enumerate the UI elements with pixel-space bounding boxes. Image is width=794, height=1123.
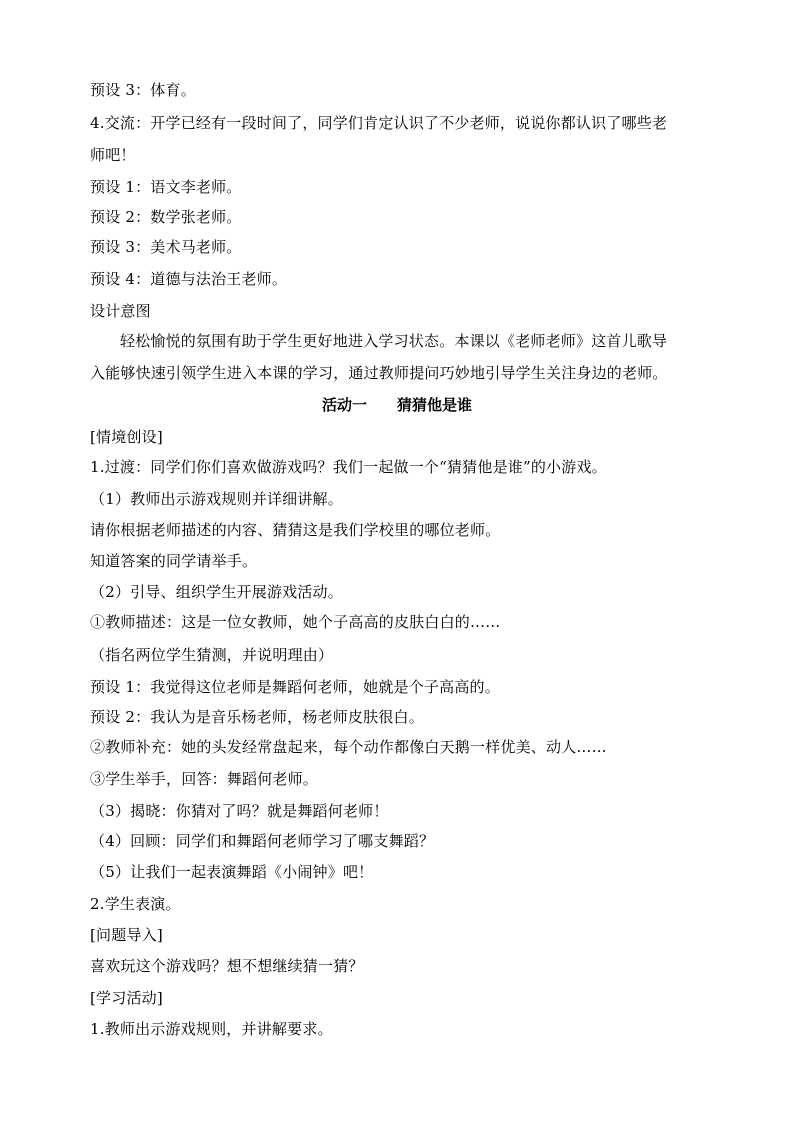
text-line: 1.过渡：同学们你们喜欢做游戏吗？我们一起做一个“猜猜他是谁”的小游戏。 xyxy=(90,458,607,476)
section-label: [学习活动] xyxy=(90,989,163,1007)
paragraph-line: 轻松愉悦的氛围有助于学生更好地进入学习状态。本课以《老师老师》这首儿歌导 xyxy=(120,332,668,350)
text-line: 1.教师出示游戏规则，并讲解要求。 xyxy=(90,1020,333,1038)
text-line: ②教师补充：她的头发经常盘起来，每个动作都像白天鹅一样优美、动人…… xyxy=(90,738,607,756)
text-line: 请你根据老师描述的内容、猜猜这是我们学校里的哪位老师。 xyxy=(90,521,501,539)
text-line: 知道答案的同学请举手。 xyxy=(90,552,258,570)
text-line: ③学生举手，回答：舞蹈何老师。 xyxy=(90,770,319,788)
text-line: 预设 3：体育。 xyxy=(90,81,196,99)
text-line: 喜欢玩这个游戏吗？想不想继续猜一猜？ xyxy=(90,957,364,975)
text-line: 预设 4：道德与法治王老师。 xyxy=(90,270,288,288)
text-line: 2.学生表演。 xyxy=(90,895,181,913)
text-line: （2）引导、组织学生开展游戏活动。 xyxy=(90,583,343,601)
text-line: （3）揭晓：你猜对了吗？就是舞蹈何老师！ xyxy=(90,802,389,820)
text-line: （指名两位学生猜测，并说明理由） xyxy=(90,646,334,664)
text-line: 预设 3：美术马老师。 xyxy=(90,238,242,256)
text-line: （5）让我们一起表演舞蹈《小闹钟》吧！ xyxy=(90,863,374,881)
text-line: 4.交流：开学已经有一段时间了，同学们肯定认识了不少老师，说说你都认识了哪些老 xyxy=(90,114,668,132)
activity-heading: 活动一 猜猜他是谁 xyxy=(321,396,472,414)
section-label: 设计意图 xyxy=(90,302,151,320)
text-line: （4）回顾：同学们和舞蹈何老师学习了哪支舞蹈？ xyxy=(90,832,435,850)
section-label: [问题导入] xyxy=(90,926,163,944)
text-line: 预设 2：我认为是音乐杨老师，杨老师皮肤很白。 xyxy=(90,708,424,726)
paragraph-line: 入能够快速引领学生进入本课的学习，通过教师提问巧妙地引导学生关注身边的老师。 xyxy=(90,364,668,382)
text-line: 预设 2：数学张老师。 xyxy=(90,208,242,226)
text-line: 预设 1：我觉得这位老师是舞蹈何老师，她就是个子高高的。 xyxy=(90,678,500,696)
text-line: 师吧！ xyxy=(90,146,136,164)
text-line: 预设 1：语文李老师。 xyxy=(90,178,242,196)
section-label: [情境创设] xyxy=(90,428,163,446)
text-line: （1）教师出示游戏规则并详细讲解。 xyxy=(90,490,343,508)
text-line: ①教师描述：这是一位女教师，她个子高高的皮肤白白的…… xyxy=(90,613,501,631)
